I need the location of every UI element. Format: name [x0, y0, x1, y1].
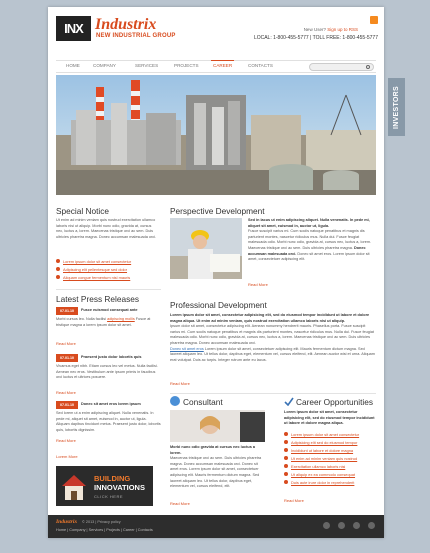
house-icon	[60, 472, 88, 502]
bullet-icon	[56, 275, 60, 279]
search-input[interactable]	[309, 63, 374, 71]
footer-nav-links[interactable]: Home | Company | Services | Projects | Career | Contacts	[56, 528, 153, 532]
press-entry	[56, 307, 161, 353]
nav-contacts[interactable]: CONTACTS	[248, 63, 273, 68]
career-text: Lorem ipsum dolor sit amet, consectetur adipisicing elit, sed do eiusmod tempor incididunt ut labore et dolore magna aliqua.	[284, 410, 375, 426]
special-notice-title: Special Notice	[56, 206, 110, 216]
engineer-photo	[170, 218, 242, 279]
info-icon	[170, 396, 180, 406]
career-list	[284, 430, 376, 486]
sign-up-link[interactable]: Sign up to RSS	[327, 27, 358, 32]
divider	[170, 393, 376, 394]
special-notice-text: Ut enim ad minim veniam quis nostrud exercitation ullamco laboris nisi ut aliquip. Morbi nunc odio, gravida at, cursus nec, luctus a, lorem. Maecenas tristique orci ac sem. Duis ultricies pharetra magna. Donec accumsan malesuada orci.	[56, 218, 157, 239]
date-badge: 07.01.10	[56, 401, 78, 409]
list-item[interactable]: Lorem ipsum dolor sit amet consectetur	[284, 430, 376, 438]
investors-label: INVESTORS	[393, 85, 400, 129]
nav-career[interactable]: CAREER	[213, 63, 233, 68]
brand-name[interactable]: Industrix	[95, 16, 157, 33]
social-icon[interactable]	[353, 522, 360, 529]
consultant-text: Morbi nunc odio gravida at cursus nec luctus a lorem. Maecenas tristique orci ac sem. Duis ultricies pharetra magna. Donec accumsan malesuada orci. Donec sit amet eros. Lorem ipsum dolor sit amet, consectetuer adipiscing elit. Mauris fermentum dictum magna. Sed laoreet aliquam leo. Ut tellus dolor, dapibus eget, elementum vel, cursus eleifend, elit.	[170, 445, 262, 489]
perspective-text: Sed in lacus ut enim adipiscing aliquet. Nulla venenatis. In pede mi, aliquet sit amet, euismod in, auctor ut, ligula. Fusce suscipit varius mi. Cum sociis natoque penatibus et magnis dis parturient montes, nascetur ridiculus mus. Nulla dui. Fusce feugiat malesuada odio. Morbi nunc odio, gravida at, cursus nec, luctus a, lorem. Maecenas tristique orci ac sem. Duis ultricies pharetra magna. Donec accumsan malesuada orci. Donec sit amet eros. Lorem ipsum dolor sit amet, consectetuer adipiscing elit.	[248, 218, 372, 262]
list-item[interactable]: Adipiscing elit pellentesque sed dolor	[56, 265, 161, 273]
header-user-links	[304, 27, 358, 32]
press-text: Sed lorem ut a enim adipiscing aliquet. Nulla venenatis. In pede mi, aliquet sit amet, euismod in, auctor ut, ligula. Aliquam dapibus tincidunt metus. Praesent justo dolor, lobortis quis, lobortis dignissim.	[56, 411, 161, 432]
bullet-icon	[284, 440, 288, 444]
press-inline-link[interactable]: adipiscing mollis	[107, 317, 135, 321]
hero-industrial-image	[56, 75, 376, 195]
list-item[interactable]: Aliquam congue fermentum nisl mauris	[56, 273, 161, 281]
nav-home[interactable]: HOME	[66, 63, 80, 68]
bullet-icon	[56, 267, 60, 271]
bullet-icon	[284, 464, 288, 468]
social-icon[interactable]	[338, 522, 345, 529]
contact-phones: LOCAL: 1-800-455-5777 | TOLL FREE: 1-800-455-5777	[253, 35, 378, 41]
press-heading[interactable]: Fusce euismod consequat ante	[81, 308, 138, 312]
read-more-link[interactable]: Read More	[56, 341, 76, 346]
industrial-plant-illustration	[56, 75, 376, 195]
date-badge: 07.01.10	[56, 354, 78, 362]
social-icon[interactable]	[368, 522, 375, 529]
list-item[interactable]: Duis aute irure dolor in reprehenderit	[284, 478, 376, 486]
investors-side-tab[interactable]	[388, 78, 405, 136]
divider	[56, 289, 161, 290]
read-more-link[interactable]: Read More	[56, 390, 76, 395]
engineer-illustration	[170, 218, 242, 279]
read-more-link[interactable]: Read More	[56, 438, 76, 443]
career-title: Career Opportunities	[296, 397, 374, 407]
list-item[interactable]: Lorem ipsum dolor sit amet consectetur	[56, 257, 161, 265]
professional-title: Professional Development	[170, 300, 267, 310]
bullet-icon	[284, 472, 288, 476]
perspective-title: Perspective Development	[170, 206, 265, 216]
bullet-icon	[284, 432, 288, 436]
press-heading[interactable]: Praesent justo dolor lobortis quis	[81, 355, 142, 359]
main-navigation	[56, 60, 376, 73]
bullet-icon	[284, 456, 288, 460]
press-archive-link[interactable]: Lorem More	[56, 454, 78, 459]
list-item[interactable]: Ut aliquip ex ea commodo consequat	[284, 470, 376, 478]
press-text: Vivamus eget nibh. Etiam cursus leo vel metus. Nulla facilisi. Aenean nec eros. Vestibulum ante ipsum primis in faucibus orci luctus et ultrices posuere.	[56, 364, 158, 380]
press-heading[interactable]: Donec sit amet eros lorem ipsum	[81, 402, 141, 406]
read-more-link[interactable]: Read More	[284, 498, 304, 503]
press-releases-title: Latest Press Releases	[56, 294, 140, 304]
special-notice-list	[56, 257, 161, 281]
promo-line-3[interactable]: CLICK HERE	[94, 494, 124, 499]
bullet-icon	[284, 448, 288, 452]
footer-brand[interactable]: Industrix	[56, 519, 78, 525]
footer	[48, 515, 384, 538]
professional-inline-link[interactable]: Donec sit amet eros	[170, 346, 204, 351]
read-more-link[interactable]: Read More	[170, 381, 190, 386]
social-icon[interactable]	[323, 522, 330, 529]
building-innovations-banner[interactable]	[56, 466, 153, 506]
nav-company[interactable]: COMPANY	[93, 63, 116, 68]
bullet-icon	[56, 259, 60, 263]
consultant-photo	[170, 410, 265, 442]
read-more-link[interactable]: Read More	[170, 501, 190, 506]
professional-text: Lorem ipsum dolor sit amet, consectetur adipisicing elit, sed do eiusmod tempor incididunt ut labore et dolore magna aliqua. Ut enim ad minim veniam, quis nostrud exercitation ullamco laboris nisi ut aliquip. Ipsum dolor sit amet, consectetur adipiscing elit. Aenean nonummy hendrerit mauris. Phasellus porta. Fusce suscipit varius mi. Cum sociis natoque penatibus et magnis dis parturient montes, nascetur ridiculus mus. Nulla dui. Fusce feugiat malesuada odio. Morbi nunc odio, gravida at, cursus nec, luctus a, lorem. Maecenas tristique orci ac sem. Duis ultricies pharetra magna. Donec accumsan malesuada orci. Donec sit amet eros Lorem ipsum dolor sit amet, consectetuer adipiscing elit. Mauris fermentum dictum magna. Sed laoreet aliquam leo. Ut tellus dolor, dapibus eget, elementum vel, cursus eleifend, elit. Aenean auctor wisi et urna. Aliquam erat volutpat. Duis ac turpis. Integer rutrum ante eu lacus.	[170, 313, 375, 362]
checkmark-icon	[284, 397, 294, 406]
page-container	[48, 7, 384, 538]
list-item[interactable]: Ut enim ad minim veniam quis nostrud	[284, 454, 376, 462]
consultant-title: Consultant	[183, 397, 223, 407]
list-item[interactable]: Incididunt ut labore et dolore magna	[284, 446, 376, 454]
bullet-icon	[284, 480, 288, 484]
consultant-illustration	[170, 410, 265, 442]
rss-icon[interactable]	[370, 16, 378, 24]
date-badge: 07.01.10	[56, 307, 78, 315]
press-entry	[56, 354, 161, 400]
nav-services[interactable]: SERVICES	[135, 63, 159, 68]
brand-tagline: NEW INDUSTRIAL GROUP	[96, 33, 176, 39]
nav-projects[interactable]: PROJECTS	[174, 63, 199, 68]
press-entry	[56, 401, 161, 451]
logo-mark[interactable]: INX	[56, 16, 91, 41]
promo-line-1: BUILDING	[94, 474, 131, 483]
search-icon[interactable]	[366, 65, 370, 69]
read-more-link[interactable]: Read More	[248, 282, 268, 287]
list-item[interactable]: Exercitation ullamco laboris nisi	[284, 462, 376, 470]
press-text: Morbi cursus leo. Nulla facilisi adipiscing mollis Fusce at tristique magna a lorem ipsum dolor sit amet.	[56, 317, 151, 327]
list-item[interactable]: Adipisicing elit sed do eiusmod tempor	[284, 438, 376, 446]
footer-copyright: © 2013 | Privacy policy	[82, 520, 121, 524]
promo-line-2: INNOVATIONS	[94, 483, 145, 492]
new-user-text: New User?	[303, 27, 326, 32]
